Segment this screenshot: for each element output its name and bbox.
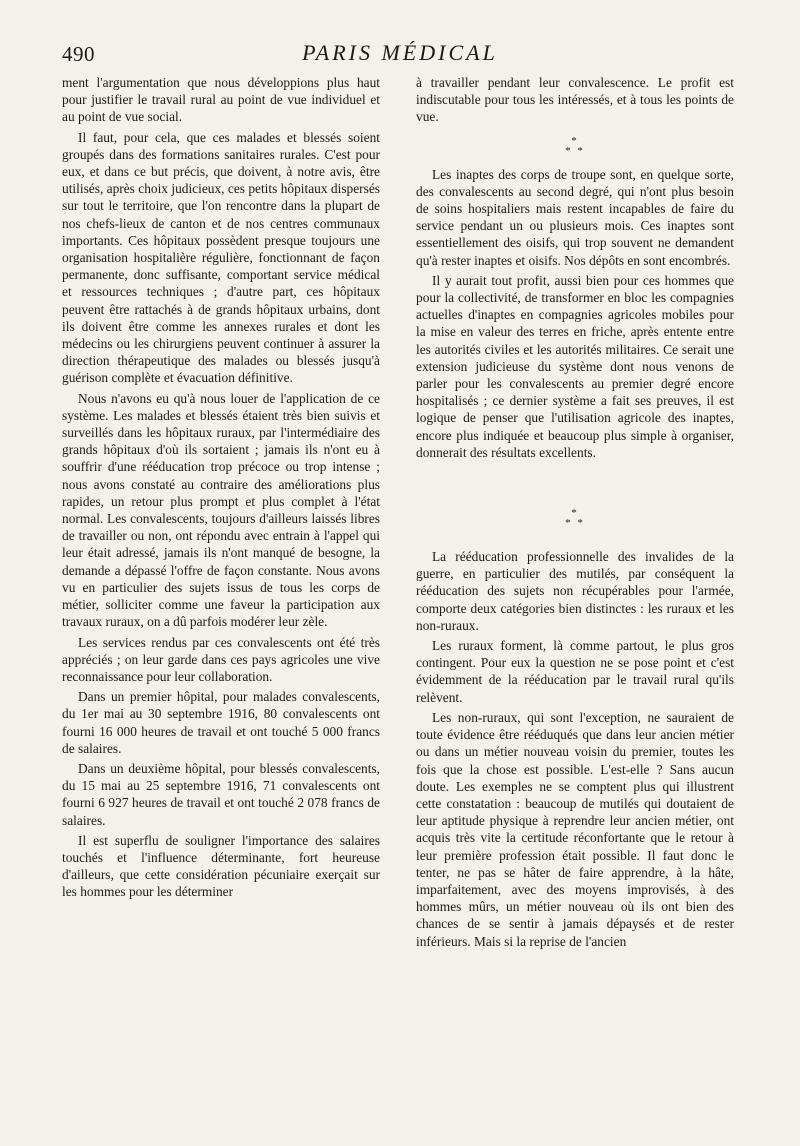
paragraph: La rééducation professionnelle des invalides de la guerre, en particulier des mutilés, par conséquent la rééducation des sujets non récupérables pour l'armée, comporte deux catégories bien distinctes : les ruraux et les non-ruraux. — [416, 549, 734, 633]
paragraph: Les ruraux forment, là comme partout, le plus gros contingent. Pour eux la question ne se pose point et c'est évidemment de la rééducation par le travail rural qu'ils relèvent. — [416, 638, 734, 705]
paragraph: Nous n'avons eu qu'à nous louer de l'application de ce système. Les malades et blessés étaient très bien suivis et surveillés dans les hôpitaux ruraux, par l'intermédiaire des grands hôpitaux d'où ils sortaient ; jamais ils n'ont eu à souffrir d'une rééducation trop précoce ou trop intense ; nous avons constaté au contraire des améliorations plus rapides, un retour plus prompt et plus complet à l'état normal. Les convalescents, toujours d'ailleurs laissés libres de travailler ou non, ont répondu avec entrain à l'appel qui leur était adressé, jamais ils n'ont manqué de besogne, la demande a dépassé l'offre de façon constante. Nous avons vu en particulier des sujets issus de tous les corps de métier, solliciter comme une faveur la participation aux travaux ruraux, on a dû parfois modérer leur zèle. — [62, 390, 380, 630]
asterism-star: * — [577, 517, 585, 530]
paragraph: ment l'argumentation que nous développions plus haut pour justifier le travail rural au point de vue individuel et au point de vue social. — [62, 75, 380, 125]
paragraph: Il y aurait tout profit, aussi bien pour ces hommes que pour la collectivité, de transformer en bloc les compagnies actuelles d'inaptes en compagnies agricoles mobiles pour la mise en valeur des terres en friche, après entente entre les autorités civiles et les autorités militaires. Ce serait une extension judicieuse du système dont nous venons de parler pour les convalescents au premier degré encore hospitalisés ; ce dernier système a fait ses preuves, il est logique de penser que l'utilisation agricole des inaptes, encore plus indiquée et beaucoup plus simple à organiser, donnerait des résultats excellents. — [416, 272, 734, 460]
page-header — [62, 40, 738, 68]
asterism-star: * — [565, 517, 573, 530]
paragraph: Il faut, pour cela, que ces malades et blessés soient groupés dans des formations sanitaires rurales. C'est pour eux, et dans ce but précis, que doivent, à notre avis, être utilisés, après choix judicieux, ces petits hôpitaux dispersés sur tout le territoire, que l'on rencontre dans la plupart de nos chefs-lieux de canton et de nos centres communaux importants. Ces hôpitaux possèdent presque toujours une organisation hospitalière régulière, fonctionnant de façon permanente, donc suffisante, comportant service médical et ressources techniques ; d'autre part, ces hôpitaux peuvent être rattachés à de grands hôpitaux urbains, dont ils doivent être comme les annexes rurales et dont les médecins ou les chirurgiens peuvent continuer à assurer la direction thérapeutique des malades ou blessés jusqu'à guérison complète et évacuation définitive. — [62, 129, 380, 386]
paragraph: Les services rendus par ces convalescents ont été très appréciés ; on leur garde dans ces pays agricoles une vive reconnaissance pour leur collaboration. — [62, 634, 380, 684]
left-column — [62, 74, 380, 904]
paragraph: Dans un deuxième hôpital, pour blessés convalescents, du 15 mai au 25 septembre 1916, 71 convalescents ont fourni 6 927 heures de travail et ont touché 2 078 francs de salaires. — [62, 760, 380, 828]
asterism-star: * — [565, 144, 573, 157]
asterism-star: * — [571, 507, 579, 520]
paragraph: Il est superflu de souligner l'importance des salaires touchés et l'influence déterminante, fort heureuse d'ailleurs, que cette considération pécuniaire exerçait sur les hommes pour les déterminer — [62, 832, 380, 900]
asterism-star: * — [577, 144, 585, 157]
paragraph: Dans un premier hôpital, pour malades convalescents, du 1er mai au 30 septembre 1916, 80 convalescents ont fourni 16 000 heures de travail et ont touché 5 000 francs de salaires. — [62, 689, 380, 756]
paragraph: Les inaptes des corps de troupe sont, en quelque sorte, des convalescents au second degré, qui n'ont plus besoin de soins hospitaliers mais restent incapables de faire du service pendant un ou plusieurs mois. Ces inaptes sont essentiellement des oisifs, qui trop souvent ne demandent qu'à rester inaptes et oisifs. Nos dépôts en sont encombrés. — [416, 166, 734, 268]
page-number: 490 — [62, 42, 95, 66]
right-column — [416, 74, 734, 953]
paragraph: Les non-ruraux, qui sont l'exception, ne sauraient de toute évidence être rééduqués que dans leur ancien métier ou dans un métier nouveau voisin du premier, toutes les fois que la chose est possible. L'est-elle ? Sans aucun doute. Les exemples ne se comptent plus qui illustrent cette constatation : beaucoup de mutilés qui doutaient de leur aptitude physique à reprendre leur ancien métier, ont acquis très vite la certitude réconfortante que le retour à leur première profession était possible. Il faut donc le tenter, ne pas se hâter de faire apprendre, à la hâte, imparfaitement, avec des moyens improvisés, à des hommes mûrs, un métier nouveau où ils ont bien des chances de se sentir à jamais dépaysés et de rester inférieurs. Mais si la reprise de l'ancien — [416, 709, 734, 949]
asterism-star: * — [571, 134, 579, 147]
section-separator-asterism — [416, 508, 734, 528]
section-separator-asterism — [416, 136, 734, 156]
running-title: PARIS MÉDICAL — [302, 40, 498, 65]
paragraph: à travailler pendant leur convalescence. Le profit est indiscutable pour tous les intéressés, et à tous les points de vue. — [416, 75, 734, 125]
